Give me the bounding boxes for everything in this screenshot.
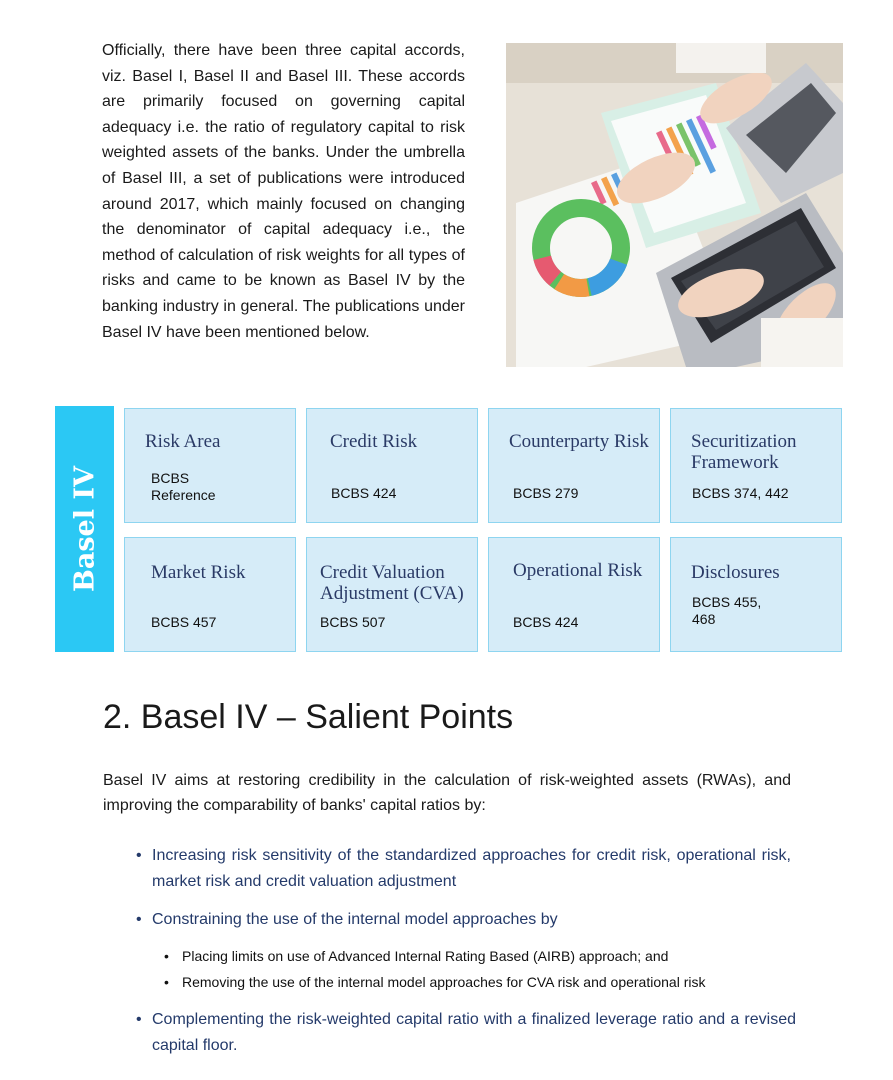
bullet-dot-icon: • — [136, 847, 142, 864]
cell-title: Securitization Framework — [691, 431, 797, 473]
bullet-text: Increasing risk sensitivity of the standardized approaches for credit risk, operational risk, market risk and credit valuation adjustment — [152, 847, 791, 890]
table-cell-operational-risk — [488, 537, 660, 652]
cell-ref: BCBS Reference — [151, 470, 216, 503]
table-cell-securitization-framework — [670, 408, 842, 523]
cell-ref: BCBS 455, 468 — [692, 594, 762, 627]
section-heading: 2. Basel IV – Salient Points — [103, 698, 514, 736]
basel-iv-label-text: Basel IV — [69, 466, 100, 592]
cell-title: Risk Area — [145, 431, 221, 452]
sub-bullet-item — [164, 946, 782, 966]
cell-title: Credit Valuation Adjustment (CVA) — [320, 562, 464, 604]
basel-iv-side-label — [55, 406, 114, 652]
cell-ref: BCBS 279 — [513, 485, 579, 501]
bullet-text: Complementing the risk-weighted capital ratio with a finalized leverage ratio and a revised capital floor. — [152, 1011, 796, 1054]
table-cell-counterparty-risk — [488, 408, 660, 523]
cell-title: Operational Risk — [513, 560, 643, 581]
bullet-dot-icon: • — [136, 911, 142, 928]
bullet-dot-icon: • — [136, 1011, 142, 1028]
table-cell-market-risk — [124, 537, 296, 652]
cell-ref: BCBS 374, 442 — [692, 485, 789, 501]
bullet-item — [136, 843, 791, 894]
table-cell-credit-risk — [306, 408, 478, 523]
cell-title: Market Risk — [151, 562, 246, 583]
cell-title: Counterparty Risk — [509, 431, 649, 452]
office-desk-photo — [506, 43, 843, 367]
cell-title: Credit Risk — [330, 431, 418, 452]
cell-ref: BCBS 424 — [513, 614, 579, 630]
section-lead-paragraph: Basel IV aims at restoring credibility in the calculation of risk-weighted assets (RWAs), and improving the comparability of banks' capital ratios by: — [103, 772, 791, 814]
bullet-text: Constraining the use of the internal model approaches by — [152, 911, 558, 928]
table-cell-cva — [306, 537, 478, 652]
intro-paragraph: Officially, there have been three capital accords, viz. Basel I, Basel II and Basel III. These accords are primarily focused on governing capital adequacy i.e. the ratio of regulatory capital to risk weighted assets of the banks. Under the umbrella of Basel III, a set of publications were introduced around 2017, which mainly focused on changing the denominator of capital adequacy i.e., the method of calculation of risk weights for all types of risks and came to be known as Basel IV by the banking industry in general. The publications under Basel IV have been mentioned below. — [102, 42, 465, 341]
sub-bullet-text: Removing the use of the internal model approaches for CVA risk and operational risk — [182, 974, 706, 990]
cell-ref: BCBS 424 — [331, 485, 397, 501]
table-cell-risk-area — [124, 408, 296, 523]
cell-title: Disclosures — [691, 562, 780, 583]
cell-ref: BCBS 457 — [151, 614, 217, 630]
sub-bullet-dot-icon: • — [164, 948, 169, 964]
cell-ref: BCBS 507 — [320, 614, 386, 630]
table-cell-disclosures — [670, 537, 842, 652]
bullet-item — [136, 1007, 796, 1058]
bullet-item — [136, 907, 791, 933]
sub-bullet-text: Placing limits on use of Advanced Internal Rating Based (AIRB) approach; and — [182, 948, 669, 964]
sub-bullet-item — [164, 972, 782, 992]
sub-bullet-dot-icon: • — [164, 974, 169, 990]
